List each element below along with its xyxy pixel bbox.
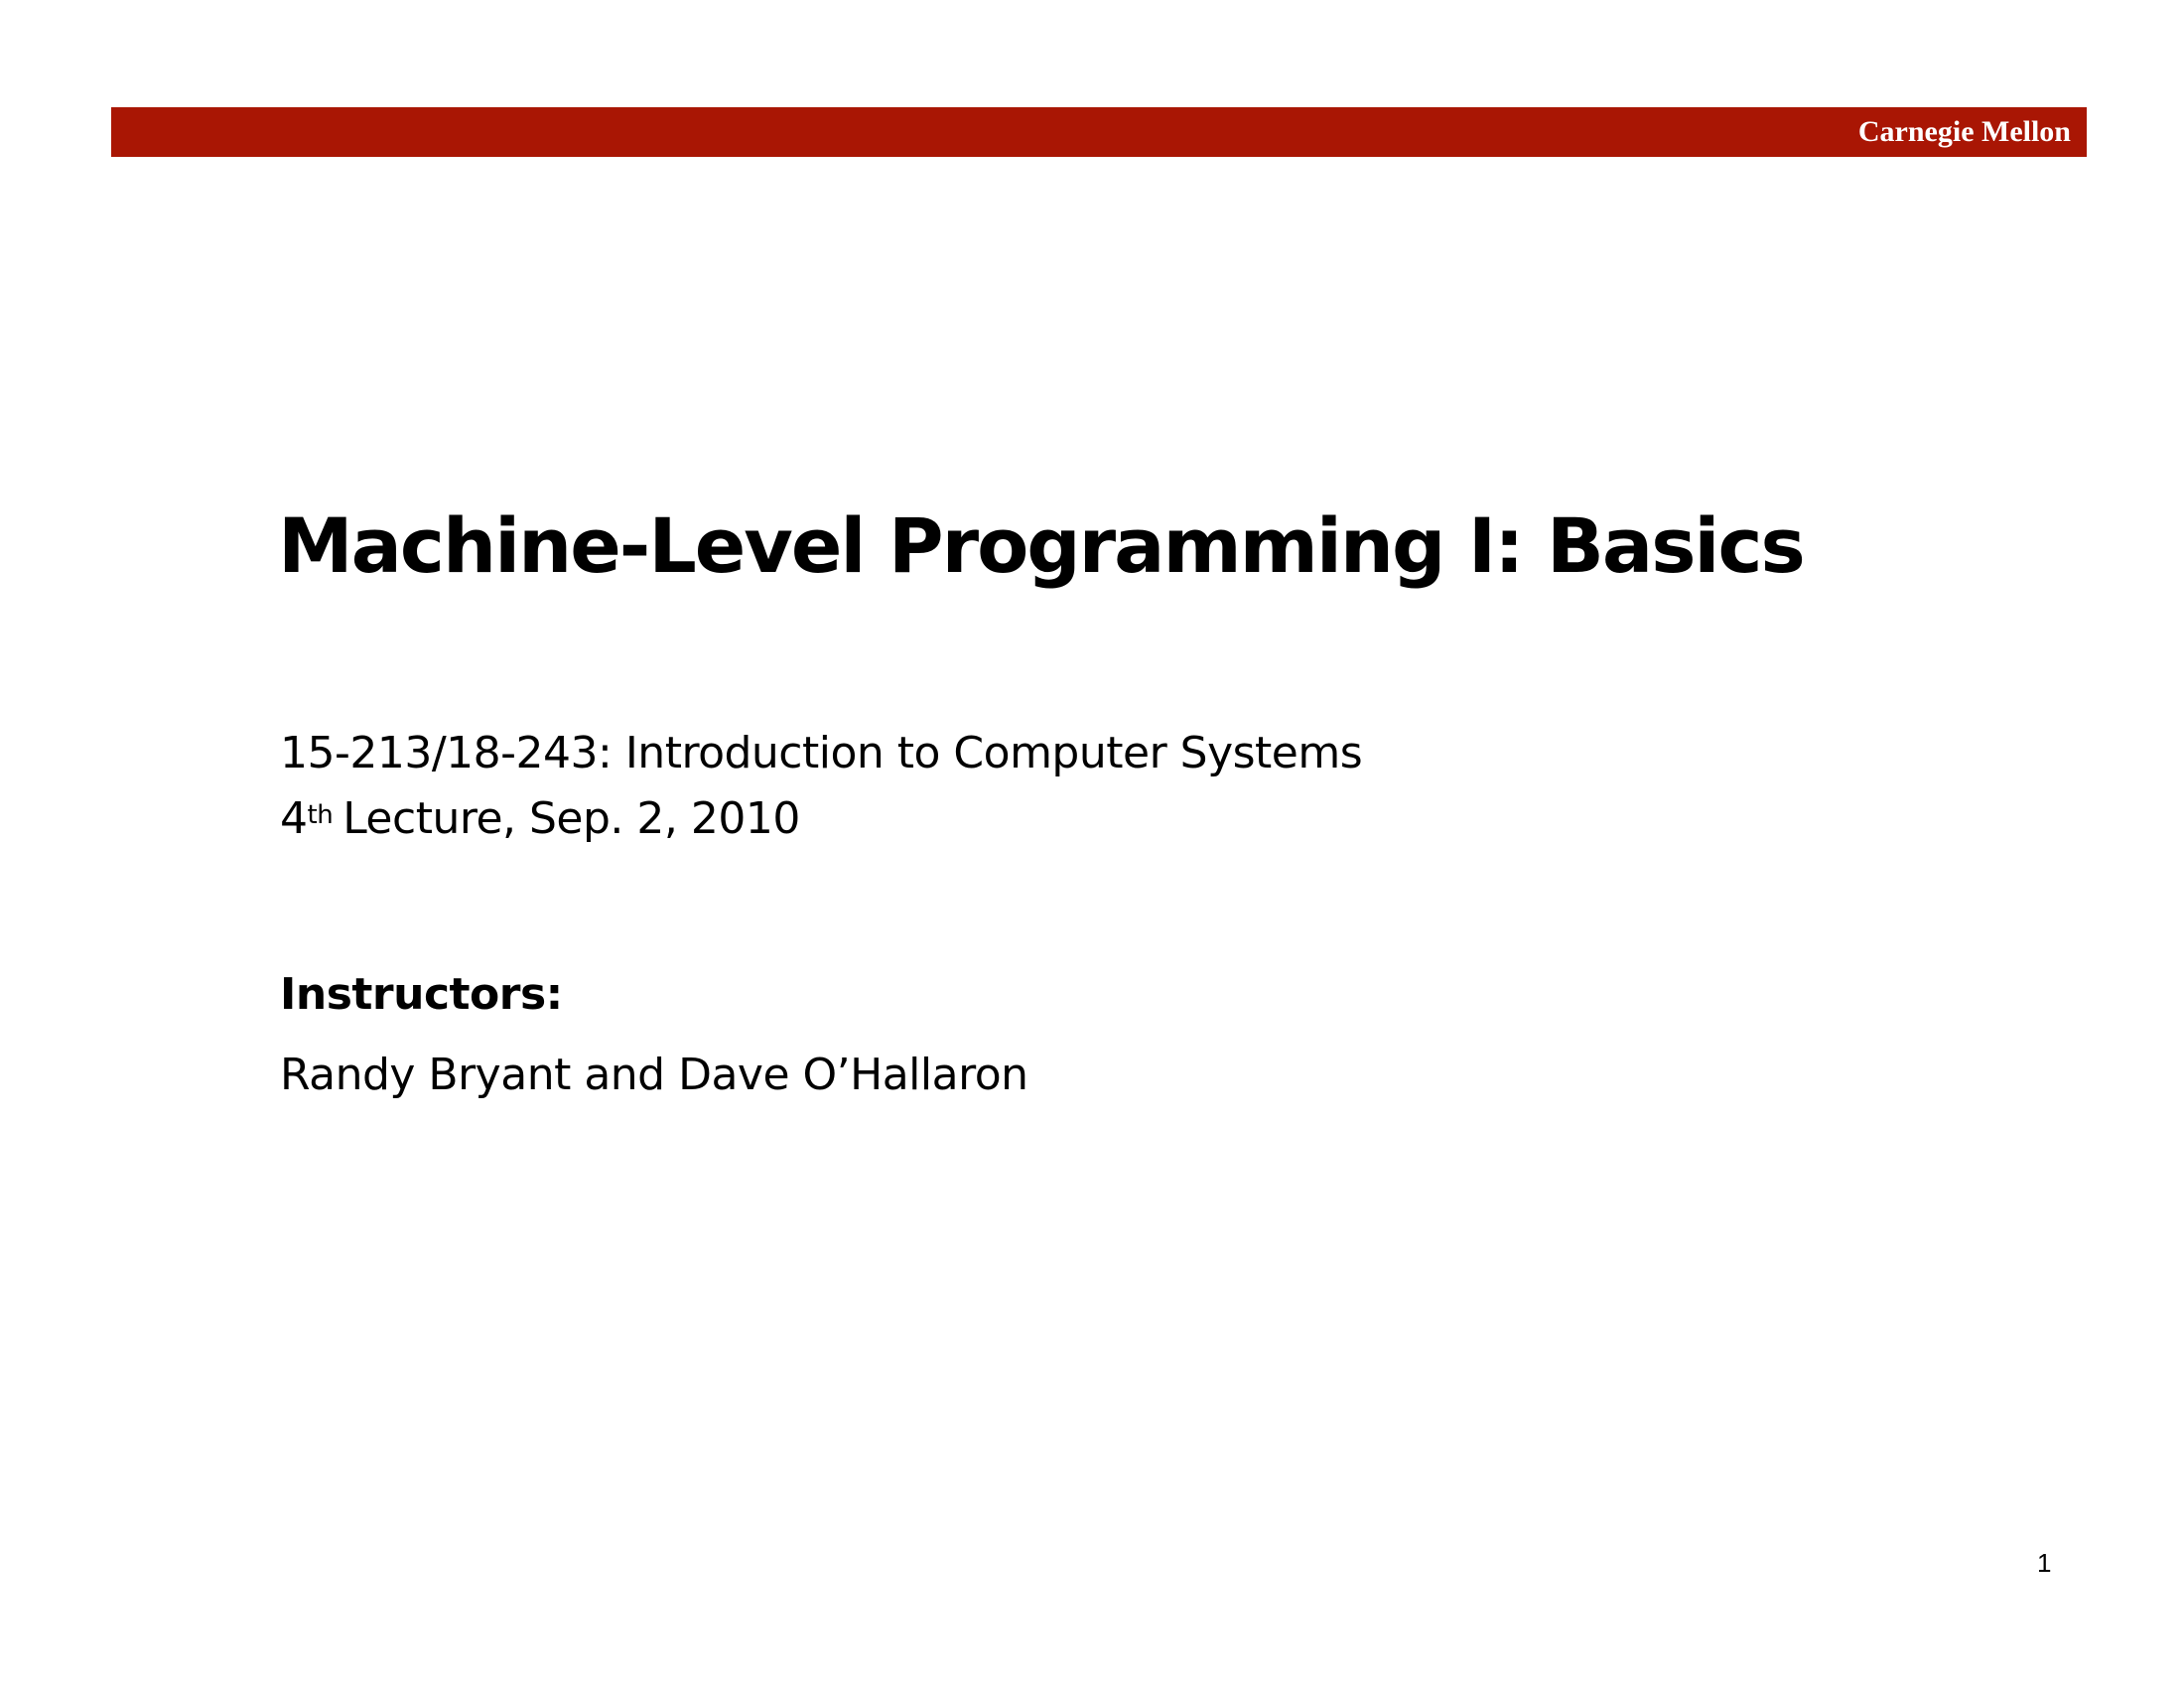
instructors-names: Randy Bryant and Dave O’Hallaron (280, 1050, 1028, 1100)
institution-name: Carnegie Mellon (1857, 115, 2071, 148)
page-number: 1 (2037, 1548, 2052, 1578)
slide-title: Machine-Level Programming I: Basics (278, 501, 1804, 590)
lecture-date: Lecture, Sep. 2, 2010 (342, 793, 800, 844)
lecture-suffix: th (307, 800, 334, 830)
course-line: 15-213/18-243: Introduction to Computer Systems (280, 728, 1363, 778)
lecture-number: 4 (280, 793, 308, 844)
lecture-line (280, 789, 800, 849)
instructors-heading: Instructors: (280, 969, 563, 1020)
header-bar (111, 107, 2087, 157)
